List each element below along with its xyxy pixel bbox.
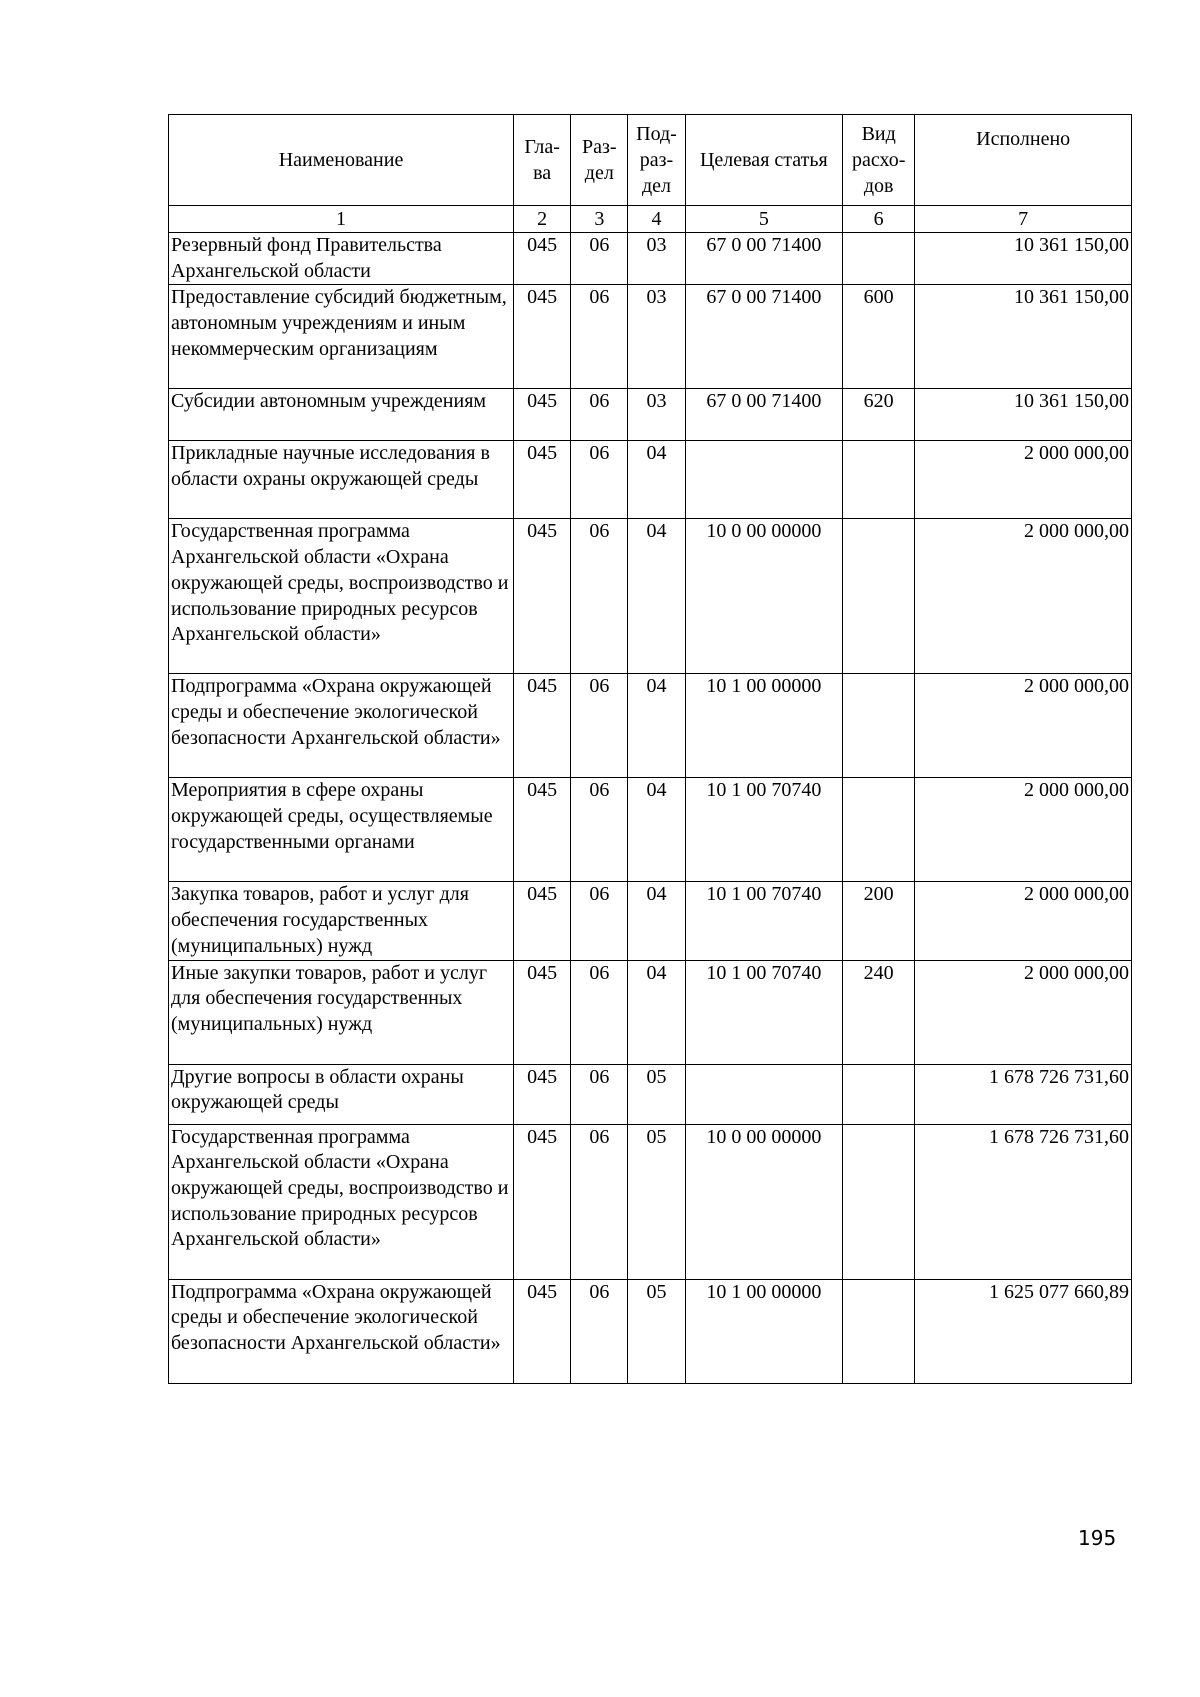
row-podrazdel: 04 — [628, 882, 685, 960]
row-glava: 045 — [514, 389, 571, 441]
table-row — [169, 882, 1132, 960]
row-executed: 1 625 077 660,89 — [915, 1279, 1132, 1383]
row-name: Прикладные научные исследования в области охраны окружающей среды — [169, 441, 514, 519]
row-glava: 045 — [514, 960, 571, 1064]
column-number: 1 — [169, 206, 514, 233]
row-executed: 2 000 000,00 — [915, 882, 1132, 960]
row-expense-type — [843, 519, 915, 674]
header-executed: Исполнено — [915, 115, 1132, 206]
table-row — [169, 285, 1132, 389]
row-target-article: 67 0 00 71400 — [685, 285, 842, 389]
table-body — [169, 233, 1132, 1384]
header-podrazdel: Под- раз- дел — [628, 115, 685, 206]
row-executed: 1 678 726 731,60 — [915, 1064, 1132, 1124]
row-name: Государственная программа Архангельской области «Охрана окружающей среды, воспроизводство и использование природных ресурсов Архангельской области» — [169, 1124, 514, 1279]
row-executed: 10 361 150,00 — [915, 233, 1132, 285]
row-razdel: 06 — [571, 233, 628, 285]
row-podrazdel: 05 — [628, 1279, 685, 1383]
column-number: 5 — [685, 206, 842, 233]
row-razdel: 06 — [571, 519, 628, 674]
header-glava: Гла- ва — [514, 115, 571, 206]
column-number: 6 — [843, 206, 915, 233]
row-razdel: 06 — [571, 285, 628, 389]
row-target-article: 10 1 00 70740 — [685, 778, 842, 882]
row-razdel: 06 — [571, 1279, 628, 1383]
table-header-row — [169, 115, 1132, 206]
row-target-article: 10 1 00 70740 — [685, 882, 842, 960]
table-row — [169, 1064, 1132, 1124]
row-glava: 045 — [514, 778, 571, 882]
row-expense-type — [843, 778, 915, 882]
row-target-article — [685, 1064, 842, 1124]
row-expense-type: 600 — [843, 285, 915, 389]
row-podrazdel: 04 — [628, 674, 685, 778]
column-number: 4 — [628, 206, 685, 233]
row-podrazdel: 03 — [628, 233, 685, 285]
row-razdel: 06 — [571, 882, 628, 960]
table-row — [169, 960, 1132, 1064]
row-expense-type — [843, 441, 915, 519]
row-razdel: 06 — [571, 441, 628, 519]
header-expense-type: Вид расхо- дов — [843, 115, 915, 206]
table-row — [169, 674, 1132, 778]
row-glava: 045 — [514, 519, 571, 674]
row-name: Резервный фонд Правительства Архангельской области — [169, 233, 514, 285]
header-razdel: Раз- дел — [571, 115, 628, 206]
row-expense-type — [843, 674, 915, 778]
table-row — [169, 441, 1132, 519]
row-glava: 045 — [514, 441, 571, 519]
row-executed: 2 000 000,00 — [915, 960, 1132, 1064]
row-glava: 045 — [514, 1064, 571, 1124]
row-glava: 045 — [514, 233, 571, 285]
row-name: Субсидии автономным учреждениям — [169, 389, 514, 441]
header-target-article: Целевая статья — [685, 115, 842, 206]
row-name: Государственная программа Архангельской области «Охрана окружающей среды, воспроизводство и использование природных ресурсов Архангельской области» — [169, 519, 514, 674]
row-executed: 1 678 726 731,60 — [915, 1124, 1132, 1279]
table-row — [169, 1279, 1132, 1383]
row-name: Закупка товаров, работ и услуг для обеспечения государственных (муниципальных) нужд — [169, 882, 514, 960]
row-glava: 045 — [514, 1124, 571, 1279]
row-podrazdel: 04 — [628, 441, 685, 519]
row-target-article: 10 1 00 00000 — [685, 1279, 842, 1383]
row-podrazdel: 04 — [628, 519, 685, 674]
row-razdel: 06 — [571, 1124, 628, 1279]
row-name: Подпрограмма «Охрана окружающей среды и обеспечение экологической безопасности Архангельской области» — [169, 674, 514, 778]
row-podrazdel: 03 — [628, 285, 685, 389]
row-podrazdel: 05 — [628, 1124, 685, 1279]
row-executed: 10 361 150,00 — [915, 389, 1132, 441]
table-row — [169, 519, 1132, 674]
row-expense-type — [843, 1064, 915, 1124]
row-razdel: 06 — [571, 960, 628, 1064]
row-razdel: 06 — [571, 778, 628, 882]
column-numbers-row — [169, 206, 1132, 233]
row-expense-type — [843, 1124, 915, 1279]
row-target-article: 67 0 00 71400 — [685, 233, 842, 285]
row-razdel: 06 — [571, 1064, 628, 1124]
row-podrazdel: 04 — [628, 960, 685, 1064]
row-executed: 2 000 000,00 — [915, 519, 1132, 674]
row-glava: 045 — [514, 1279, 571, 1383]
row-target-article: 10 1 00 00000 — [685, 674, 842, 778]
row-name: Другие вопросы в области охраны окружающей среды — [169, 1064, 514, 1124]
row-expense-type: 200 — [843, 882, 915, 960]
row-razdel: 06 — [571, 674, 628, 778]
row-glava: 045 — [514, 882, 571, 960]
row-executed: 10 361 150,00 — [915, 285, 1132, 389]
row-target-article: 10 1 00 70740 — [685, 960, 842, 1064]
row-executed: 2 000 000,00 — [915, 674, 1132, 778]
row-name: Подпрограмма «Охрана окружающей среды и обеспечение экологической безопасности Архангельской области» — [169, 1279, 514, 1383]
header-name: Наименование — [169, 115, 514, 206]
row-expense-type: 620 — [843, 389, 915, 441]
table-row — [169, 1124, 1132, 1279]
row-glava: 045 — [514, 285, 571, 389]
row-target-article: 10 0 00 00000 — [685, 519, 842, 674]
row-podrazdel: 04 — [628, 778, 685, 882]
table-row — [169, 233, 1132, 285]
budget-table — [168, 114, 1132, 1384]
table-row — [169, 778, 1132, 882]
row-name: Мероприятия в сфере охраны окружающей среды, осуществляемые государственными органами — [169, 778, 514, 882]
column-number: 7 — [915, 206, 1132, 233]
row-expense-type: 240 — [843, 960, 915, 1064]
row-target-article: 67 0 00 71400 — [685, 389, 842, 441]
row-glava: 045 — [514, 674, 571, 778]
column-number: 2 — [514, 206, 571, 233]
row-expense-type — [843, 1279, 915, 1383]
row-target-article: 10 0 00 00000 — [685, 1124, 842, 1279]
row-podrazdel: 03 — [628, 389, 685, 441]
row-name: Иные закупки товаров, работ и услуг для обеспечения государственных (муниципальных) нужд — [169, 960, 514, 1064]
row-razdel: 06 — [571, 389, 628, 441]
row-executed: 2 000 000,00 — [915, 441, 1132, 519]
row-name: Предоставление субсидий бюджетным, автономным учреждениям и иным некоммерческим организациям — [169, 285, 514, 389]
table-row — [169, 389, 1132, 441]
row-expense-type — [843, 233, 915, 285]
column-number: 3 — [571, 206, 628, 233]
page-number: 195 — [1078, 1526, 1117, 1550]
row-target-article — [685, 441, 842, 519]
row-podrazdel: 05 — [628, 1064, 685, 1124]
row-executed: 2 000 000,00 — [915, 778, 1132, 882]
